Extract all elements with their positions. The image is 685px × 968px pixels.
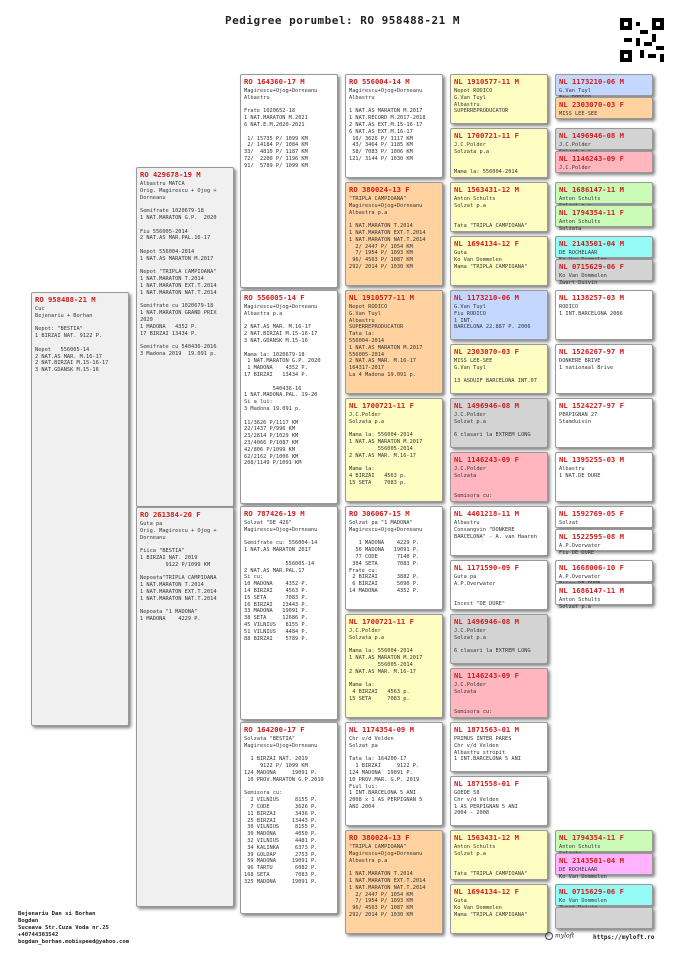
logo-text: myloft [555,932,575,940]
pedigree-box-ggs1[interactable] [345,74,443,178]
box-details: Anton Schults Solzat p.a Tata "TRIPLA CAMPIOANA" [454,844,528,878]
pedigree-box-g5[interactable] [555,344,653,394]
box-details: Cuc Bejenariu + Borhan Nepot: "BESTIA" 1 BIRZAI NAT. 9122 P. Nepot 556005-14 2 NAT.AS MAR. M.16-17 2 NAT.BIRZAI M.15-16-17 3 NAT.GDANSK M.15-16 [35,306,109,374]
pedigree-box-g4-4[interactable] [450,236,548,286]
qr-code-icon [620,18,664,62]
box-details: MISS LEE-SEE [559,111,598,117]
box-details: Guta Ko Van Dommelen Mama "TRIPLA CAMPIOANA" [454,250,528,270]
box-details: Ko Van Dommelen Zwart Duivin [559,273,607,286]
ring-number: NL 1146243-09 F [454,455,519,464]
pedigree-box-g4-12[interactable] [450,668,548,718]
ring-number: NL 1694134-12 F [454,239,519,248]
ring-number: NL 1871558-01 F [454,779,519,788]
pedigree-box-g4-2[interactable] [450,128,548,178]
pedigree-box-g4-10[interactable] [450,560,548,610]
box-details: Albastru MATCA Orig. Magirescu + Ojog + Dorneanu Semifrate 1020679-18 1 NAT.MARATON G.P. 2020 Fiu 556005-2014 2 NAT.AS MAR.PAL.16-17 Nepot 556004-2014 1 NAT.AS MARATON M.2017 Nepot "TRIPLA CAMPIOANA" 1 NAT.MARATON T.2014 1 NAT.MARATON EXT.T.2014 1 NAT.MARATON NAT.T.2014 Semifrate cu 1020679-18 1 NAT.MARATON GRAND PRIX 2020 1 MADONA 4352 P. 17 BIRZAI 13434 P. Semifrate cu 540436-2016 3 Madona 2019 19.091 p. [140,181,217,357]
ring-number: NL 1146243-09 F [559,154,624,163]
ring-number: NL 1173210-06 M [454,293,519,302]
ring-number: NL 1171590-09 F [454,563,519,572]
pedigree-box-subject[interactable] [31,292,129,726]
ring-number: NL 1794354-11 F [559,833,624,842]
pigeon-icon [545,932,553,940]
ring-number: RO 429678-19 M [140,170,201,179]
box-details: Solzat "DE 426" Magirescu+Ojog+Dorneanu Semifrate cu: 556004-14 1 NAT.AS MARATON 2017 556005-14 2 NAT.AS MAR.PAL.17 Si cu: 10 MADONA 4352 P. 14 BIRZAI 4563 P. 15 SETA 7083 P. 16 BIRZAI 13443 P. 33 MADONA 19091 P. 38 SETA 12686 P. 45 VILNIUS 8155 P. 51 VILNIUS 4484 P. 88 BIRZAI 5789 P. [244,520,318,642]
pedigree-box-g5[interactable] [555,907,653,929]
box-details: Albastru 1 NAT.DE DURE [559,466,601,479]
box-details: GOEDE 58 Chr v/d Velden 1 AS PERPIGNAN 5 ANI 2004 - 2008 [454,790,518,817]
box-details: "TRIPLA CAMPIOANA" Magirescu+Ojog+Dorneanu Albastra p.a 1 NAT.MARATON T.2014 1 NAT.MARATON EXT.T.2014 1 NAT.MARATON NAT.T.2014 2/ 2447 P/ 1054 KM 7/ 1954 P/ 1093 KM 96/ 4563 P/ 1087 KM 292/ 2014 P/ 1030 KM [349,844,426,918]
box-details: Magirescu+Ojog+Dorneanu Albastra p.a 2 NAT.AS MAR. M.16-17 2 NAT.BIRZAI M.15-16-17 3 NAT.GDANSK M.15-16 Mama la: 1020679-18 1 NAT.MARATON G.P. 2020 1 MADONA 4352 P. 17 BIRZAI 13434 P. 540436-16 1 NAT.MADONA.PAL. 19-20 Si a lui: 3 Madona 19.091 p. 11/3626 P/1117 KM 22/1437 P/996 KM 23/2814 P/1029 KM 23/4066 P/1087 KM 42/806 P/1099 KM 62/2162 P/1006 KM 208/1149 P/1091 KM [244,304,321,467]
ring-number: NL 1686147-11 M [559,586,624,595]
box-details: J.C.Polder Solzata p.a Mama la: 556004-2014 1 NAT.AS MARATON M.2017 556005-2014 2 NAT.AS MAR. M.16-17 Mama la: 4 BIRZAI 4563 p. 15 SETA 7083 p. [349,628,423,702]
ring-number: NL 1138257-03 M [559,293,624,302]
ring-number: NL 4401218-11 M [454,509,519,518]
ring-number: NL 2143501-04 M [559,239,624,248]
box-details: PERPIGNAN 27 Stamduivin [559,412,598,425]
pedigree-box-g5[interactable] [555,151,653,173]
pedigree-box-ggd4[interactable] [345,830,443,934]
box-details: Anton Schults Solzat p.a [559,597,601,610]
ring-number: NL 2303070-03 F [454,347,519,356]
pedigree-box-g5[interactable] [555,259,653,286]
box-details: Anton Schults [559,196,601,202]
box-details: Albastru Consangvin "DONKERE BARCELONA" - A. van Haaren [454,520,537,540]
pedigree-box-g4-9[interactable] [450,506,548,556]
pedigree-box-g5[interactable] [555,830,653,852]
pedigree-box-g5[interactable] [555,583,653,610]
ring-number: NL 1496946-08 M [559,131,624,140]
pedigree-box-sire[interactable] [136,167,234,507]
ring-number: RO 556005-14 F [244,293,305,302]
pedigree-box-g4-13[interactable] [450,722,548,772]
box-details: DE ROCHELAAR [559,250,598,256]
ring-number: NL 1910577-11 M [349,293,414,302]
pedigree-box-gd2[interactable] [240,722,338,914]
ring-number: NL 1526267-97 M [559,347,624,356]
pedigree-box-g5[interactable] [555,529,653,556]
ring-number: RO 380024-13 F [349,833,410,842]
box-details: MISS LEE-SEE G.Van Tuyl 13 ASDUIF BARCELONA INT.07 [454,358,537,385]
ring-number: NL 1794354-11 F [559,208,624,217]
website-link[interactable]: https://myloft.ro [593,934,655,941]
pedigree-box-g4-8[interactable] [450,452,548,502]
pedigree-box-gs1[interactable] [240,74,338,288]
box-details: Anton Schults [559,844,601,850]
pedigree-box-gd1[interactable] [240,290,338,504]
box-details: G.Van Tuyl [559,88,591,94]
myloft-logo [545,932,574,940]
box-details: Guta pa A.P.Overwater Incest "DE DURE" [454,574,506,608]
box-details: Magirescu+Ojog+Dorneanu Albastru Frate 1020652-18 1 NAT.MARATON M.2021 6 NAT.E.M.2020-2021 1/ 15735 P/ 1099 KM 2/ 14184 P/ 1084 KM 33/ 4810 P/ 1187 KM 72/ 2200 P/ 1196 KM 91/ 5789 P/ 1099 KM [244,88,318,169]
pedigree-box-g4-11[interactable] [450,614,548,664]
ring-number: RO 958488-21 M [35,295,96,304]
pedigree-box-g4-3[interactable] [450,182,548,232]
ring-number: RO 306067-15 M [349,509,410,518]
ring-number: RO 261384-20 F [140,510,201,519]
pedigree-box-g5[interactable] [555,560,653,582]
pedigree-box-ggs2[interactable] [345,290,443,394]
box-details: Anton Schults Solzata [559,219,601,232]
pedigree-box-g5[interactable] [555,205,653,232]
box-details: J.C.Polder Solzata Semisora cu: [454,682,493,716]
pedigree-box-g5[interactable] [555,182,653,204]
box-details: Nepot RODICO G.Van Tuyl Albastru SUPERREPRODUCATOR Tata la: 556004-2014 1 NAT.AS MARATON M.2017 556005-2014 2 NAT.AS MAR. M.16-17 164317-2017 La 4 Madona 19.091 p. [349,304,423,378]
pedigree-box-g4-14[interactable] [450,776,548,826]
box-details: J.C.Polder Solzata p.a Mama la: 556004-2014 [454,142,518,176]
pedigree-box-g4-7[interactable] [450,398,548,448]
ring-number: NL 1563431-12 M [454,833,519,842]
pedigree-box-g4-1[interactable] [450,74,548,124]
box-details: RODICO 1 INT.BARCELONA 2006 [559,304,623,317]
pedigree-box-g5[interactable] [555,884,653,906]
pedigree-box-g5[interactable] [555,236,653,258]
pedigree-box-gs2[interactable] [240,506,338,720]
pedigree-box-g5[interactable] [555,74,653,96]
ring-number: NL 1700721-11 F [454,131,519,140]
ring-number: NL 1173210-06 M [559,77,624,86]
ring-number: NL 1146243-09 F [454,671,519,680]
ring-number: NL 1694134-12 F [454,887,519,896]
box-details: G.Van Tuyl Fiu RODICO 1 INT. BARCELONA 22.887 P. 2006 [454,304,531,331]
ring-number: NL 1592769-05 F [559,509,624,518]
box-details: J.C.Polder Solzat p.a 6 clasari la EXTREM LONG [454,412,531,439]
ring-number: NL 1522595-08 M [559,532,624,541]
pedigree-box-g4-5[interactable] [450,290,548,340]
box-details: Chr v/d Velden Solzat pa Tata la: 164200-17 1 BIRZAI 9122 P. 124 MADONA 19091 P. 10 PROV.MAR. G.P. 2019 Fiul lui: 1 INT.BARCELONA 5 ANI 2008 x 1 AS PERPIGNAN 5 ANI 2004 [349,736,423,810]
box-details: J.C.Polder [559,165,591,171]
ring-number: NL 1700721-11 F [349,401,414,410]
pedigree-box-g5[interactable] [555,853,653,880]
box-details: DE ROCHELAAR Ko Van Dommelen [559,867,607,880]
pedigree-box-g5[interactable] [555,290,653,340]
ring-number: NL 1496946-08 M [454,401,519,410]
box-details [556,910,652,912]
pedigree-box-ggs3[interactable] [345,506,443,610]
pedigree-box-ggd2[interactable] [345,398,443,502]
box-details: Anton Schults Solzat p.a Tata "TRIPLA CAMPIOANA" [454,196,528,230]
pedigree-box-g5[interactable] [555,452,653,502]
ring-number: NL 1496946-08 M [454,617,519,626]
box-details: Ko Van Dommelen [559,898,607,904]
pedigree-box-g4-15[interactable] [450,830,548,880]
page-title: Pedigree porumbel: RO 958488-21 M [224,14,461,27]
ring-number: RO 164200-17 F [244,725,305,734]
box-details: J.C.Polder Solzata Semisora cu: [454,466,493,500]
box-details: A.P.Overwater Fiu DE DURE [559,543,601,556]
ring-number: NL 1871563-01 M [454,725,519,734]
box-details: DONKERE BRIVE 1 nationaal Brive [559,358,614,371]
ring-number: NL 1910577-11 M [454,77,519,86]
ring-number: NL 1686147-11 M [559,185,624,194]
ring-number: NL 1700721-11 F [349,617,414,626]
box-details: Magirescu+Ojog+Dorneanu Albastru 1 NAT.AS MARATON M.2017 1 NAT.RECORD M.2017-2018 2 NAT.AS EXT.M.15-16-17 6 NAT.AS EXT.M.16-17 10/ 3626 P/ 1117 KM 43/ 3464 P/ 1185 KM 58/ 7083 P/ 1006 KM 121/ 3144 P/ 1030 KM [349,88,426,162]
box-details: Solzat [559,520,579,526]
pedigree-box-g4-6[interactable] [450,344,548,394]
ring-number: NL 1395255-03 M [559,455,624,464]
ring-number: NL 2143501-04 M [559,856,624,865]
box-details: A.P.Overwater [559,574,601,580]
pedigree-box-g4-16[interactable] [450,884,548,934]
ring-number: NL 1668006-10 F [559,563,624,572]
ring-number: RO 787426-19 M [244,509,305,518]
pedigree-box-g5[interactable] [555,506,653,528]
pedigree-box-ggd1[interactable] [345,182,443,286]
ring-number: NL 0715629-06 F [559,887,624,896]
pedigree-box-g5[interactable] [555,128,653,150]
ring-number: NL 2303070-03 F [559,100,624,109]
ring-number: NL 0715629-06 F [559,262,624,271]
box-details: Solzata "BESTIA" Magirescu+Ojog+Dorneanu 1 BIRZAI NAT. 2019 9122 P/ 1099 KM 124 MADONA 19091 P. 10 PROV.MARATON G.P.2019 Semisora cu: 2 VILNIUS 8155 P. 7 CODE 3626 P. 11 BIRZAI 3436 P. 25 BIRZAI 13443 P. 30 VILNIUS 8155 P. 30 MADONA 4050 P. 32 VILNIUS 4481 P. 34 KALINKA 6373 P. 39 GOLDAP 2753 P. 59 MADONA 19091 P. 96 TARTU 6082 P. 168 SETA 7083 P. 325 MADONA 19091 P. [244,736,324,885]
box-details: Guta Ko Van Dommelen Mama "TRIPLA CAMPIOANA" [454,898,528,918]
pedigree-box-dam[interactable] [136,507,234,907]
ring-number: RO 380024-13 F [349,185,410,194]
ring-number: RO 164360-17 M [244,77,305,86]
box-details: J.C.Polder [559,142,591,148]
ring-number: NL 1563431-12 M [454,185,519,194]
ring-number: NL 1174354-09 M [349,725,414,734]
breeder-contact: Bejenariu Dan si Borhan Bogdan Suceava Str.Cuza Voda nr.25 +40744303542 bogdan_borhan.mobispeed@yahoo.com [18,911,130,945]
box-details: PRIMUS INTER PARES Chr v/d Velden Albastru stropit 1 INT.BARCELONA 5 ANI [454,736,521,763]
pedigree-box-g5[interactable] [555,398,653,448]
pedigree-box-ggd3[interactable] [345,614,443,718]
box-details: J.C.Polder Solzat p.a 6 clasari la EXTREM LONG [454,628,531,655]
pedigree-box-ggs4[interactable] [345,722,443,826]
box-details: J.C.Polder Solzata p.a Mama la: 556004-2014 1 NAT.AS MARATON M.2017 556005-2014 2 NAT.AS MAR. M.16-17 Mama la: 4 BIRZAI 4563 p. 15 SETA 7083 p. [349,412,423,486]
pedigree-box-g5[interactable] [555,97,653,119]
ring-number: NL 1524227-97 F [559,401,624,410]
box-details: "TRIPLA CAMPIOANA" Magirescu+Ojog+Dorneanu Albastra p.a 1 NAT.MARATON T.2014 1 NAT.MARATON EXT.T.2014 1 NAT.MARATON NAT.T.2014 2/ 2447 P/ 1054 KM 7/ 1954 P/ 1093 KM 96/ 4563 P/ 1087 KM 292/ 2014 P/ 1030 KM [349,196,426,270]
ring-number: RO 556004-14 M [349,77,410,86]
box-details: Solzat pa "1 MADONA" Magirescu+Ojog+Dorneanu 1 MADONA 4229 P. 56 MADONA 19091 P. 77 CODE 7140 P. 304 SETA 7083 P. Frate cu: 2 BIRZAI 3882 P. 6 BIRZAI 5090 P. 14 MADONA 4352 P. [349,520,423,594]
box-details: Nepot RODICO G.Van Tuyl Albastru SUPERREPRODUCATOR [454,88,509,115]
box-details: Guta pa Orig. Magirescu + Ojog + Dorneanu Fiica "BESTIA" 1 BIRZAI NAT. 2019 9122 P/1099 KM Nepoata"TRIPLA CAMPIOANA 1 NAT.MARATON T.2014 1 NAT.MARATON EXT.T.2014 1 NAT.MARATON NAT.T.2014 Nepoata "1 MADONA" 1 MADONA 4229 P. [140,521,217,623]
